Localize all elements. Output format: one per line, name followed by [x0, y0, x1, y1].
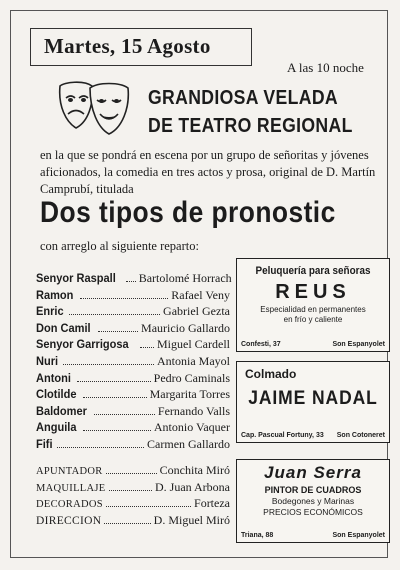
cast-actor: Rafael Veny [171, 287, 230, 302]
cast-role: Ramon [36, 287, 74, 302]
cast-role: Senyor Garrigosa [36, 337, 129, 352]
cast-actor: Antonio Vaquer [153, 420, 230, 435]
crew-role: MAQUILLAJE [36, 482, 106, 494]
headline-line-1: GRANDIOSA VELADA [148, 86, 338, 109]
event-time: A las 10 noche [287, 60, 364, 75]
event-headline [148, 84, 354, 140]
cast-actor: Gabriel Gezta [163, 304, 230, 319]
cast-actor: Bartolomé Horrach [138, 271, 232, 285]
cast-actor: Antonia Mayol [157, 353, 230, 368]
ad-peluqueria-line-1: Especialidad en permanentes [260, 305, 366, 314]
ad-peluqueria-name: REUS [275, 281, 351, 303]
cast-row [36, 437, 230, 454]
crew-person: D. Juan Arbona [155, 479, 230, 494]
leader-dots [126, 281, 136, 282]
cast-row [36, 304, 230, 321]
ad-colmado-jaime-nadal [236, 361, 390, 443]
cast-role: Antoni [36, 370, 71, 385]
theatre-masks-icon [54, 76, 134, 140]
cast-actor: Fernando Valls [157, 403, 230, 418]
leader-dots [98, 331, 138, 332]
ad-pintor-line-1: PINTOR DE CUADROS [264, 485, 362, 495]
cast-row [36, 337, 230, 354]
cast-row [36, 420, 230, 437]
ad-peluqueria-district: Son Espanyolet [332, 341, 385, 348]
leader-dots [140, 347, 154, 348]
leader-dots [104, 523, 150, 524]
leader-dots [109, 490, 153, 491]
cast-role: Nuri [36, 353, 59, 368]
leader-dots [63, 364, 154, 365]
leader-dots [57, 447, 144, 448]
cast-actor: Pedro Caminals [153, 370, 230, 385]
leader-dots [106, 473, 157, 474]
cast-intro: con arreglo al siguiente reparto: [40, 239, 199, 253]
crew-role: APUNTADOR [36, 466, 103, 477]
cast-role: Enric [36, 304, 64, 319]
ad-peluqueria-title: Peluquería para señoras [255, 265, 371, 277]
crew-row [36, 480, 230, 497]
ad-pintor-line-2: Bodegones y Marinas [271, 496, 355, 506]
ad-pintor-footer [241, 532, 385, 539]
headline-line-2: DE TEATRO REGIONAL [148, 114, 353, 137]
cast-role: Fifi [36, 436, 53, 451]
crew-person: D. Miguel Miró [153, 512, 230, 527]
cast-row [36, 404, 230, 421]
cast-row [36, 271, 230, 288]
cast-role: Baldomer [36, 403, 87, 418]
ad-colmado-title: Colmado [245, 367, 297, 381]
cast-list [36, 271, 230, 454]
cast-actor: Carmen Gallardo [147, 436, 230, 451]
play-title: Dos tipos de pronostic [40, 196, 336, 229]
leader-dots [69, 314, 160, 315]
leader-dots [83, 397, 147, 398]
leader-dots [106, 506, 191, 507]
cast-row [36, 387, 230, 404]
event-date: Martes, 15 Agosto [44, 34, 211, 58]
cast-row [36, 288, 230, 305]
cast-role: Anguila [36, 420, 77, 435]
ad-juan-serra [236, 459, 390, 543]
crew-role: DIRECCION [36, 514, 102, 527]
crew-person: Conchita Miró [159, 463, 230, 477]
ad-pintor-title: Juan Serra [264, 463, 362, 482]
ad-peluqueria-line-2: en frío y caliente [283, 315, 343, 324]
crew-role: DECORADOS [36, 499, 103, 510]
cast-role: Don Camil [36, 320, 91, 335]
cast-row [36, 354, 230, 371]
ad-pintor-line-3: PRECIOS ECONÓMICOS [263, 507, 363, 517]
ad-peluqueria-footer [241, 341, 385, 348]
ad-colmado-address: Cap. Pascual Fortuny, 33 [241, 432, 324, 439]
ad-colmado-name: JAIME NADAL [248, 388, 378, 409]
ad-peluqueria-reus [236, 258, 390, 352]
ad-colmado-district: Son Cotoneret [336, 432, 385, 439]
leader-dots [77, 381, 151, 382]
intro-paragraph: en la que se pondrá en escena por un grupo de señoritas y jóvenes aficionados, la comedia en tres actos y prosa, original de D. Martín Camprubí, titulada [40, 148, 376, 196]
cast-role: Senyor Raspall [36, 271, 116, 285]
cast-row [36, 371, 230, 388]
ad-pintor-district: Son Espanyolet [332, 532, 385, 539]
cast-actor: Mauricio Gallardo [141, 320, 230, 335]
leader-dots [83, 430, 151, 431]
crew-person: Forteza [194, 496, 230, 510]
crew-row [36, 496, 230, 513]
ad-peluqueria-address: Confesti, 37 [241, 341, 281, 348]
crew-list [36, 463, 230, 529]
cast-actor: Margarita Torres [149, 387, 230, 402]
ad-colmado-footer [241, 432, 385, 439]
leader-dots [94, 414, 155, 415]
cast-role: Clotilde [36, 387, 77, 402]
cast-actor: Miguel Cardell [157, 337, 230, 352]
leader-dots [80, 298, 169, 299]
crew-row [36, 463, 230, 480]
crew-row [36, 513, 230, 530]
ad-pintor-address: Triana, 88 [241, 532, 274, 539]
cast-row [36, 321, 230, 338]
